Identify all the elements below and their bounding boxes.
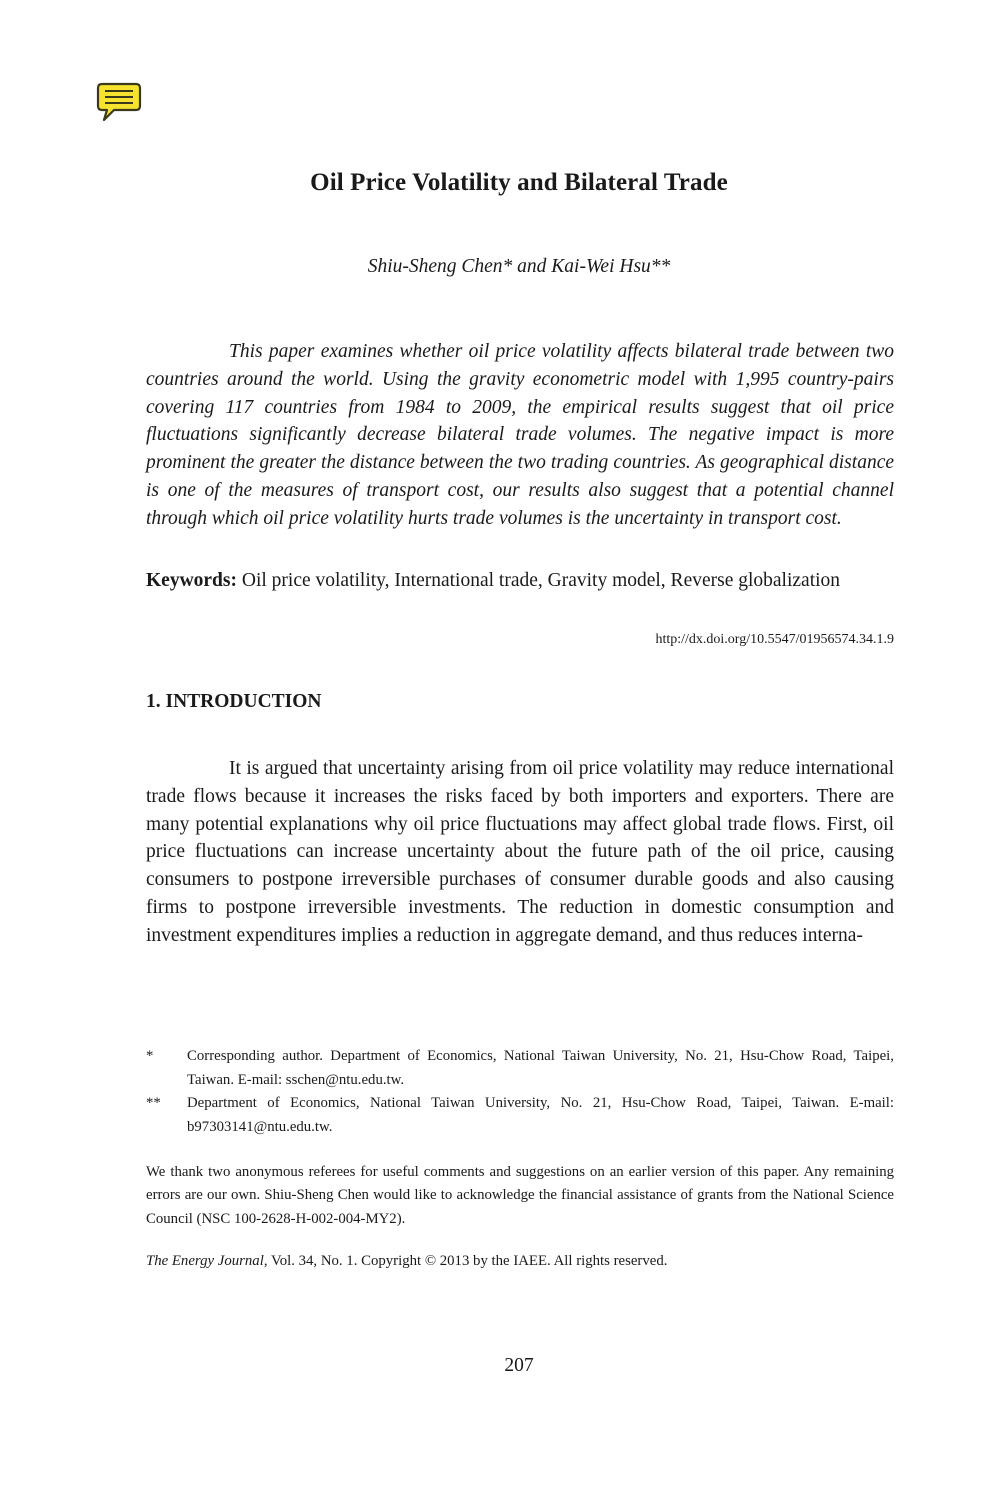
section-heading-introduction: 1. INTRODUCTION bbox=[146, 691, 322, 712]
keywords-text: Oil price volatility, International trade, Gravity model, Reverse globalization bbox=[241, 570, 841, 591]
footnote bbox=[146, 1045, 894, 1092]
journal-name: The Energy Journal bbox=[146, 1253, 264, 1269]
paper-title: Oil Price Volatility and Bilateral Trade bbox=[310, 169, 728, 196]
footnote-mark: * bbox=[146, 1048, 154, 1064]
journal-details: , Vol. 34, No. 1. Copyright © 2013 by the IAEE. All rights reserved. bbox=[263, 1253, 668, 1269]
journal-citation bbox=[146, 1253, 894, 1270]
abstract: This paper examines whether oil price volatility affects bilateral trade between two countries around the world. Using the gravity econometric model with 1,995 country-pairs covering 117 countries from 1984 to 2009, the empirical results suggest that oil price fluctuations significantly decrease bilateral trade volumes. The negative impact is more prominent the greater the distance between the two trading countries. As geographical distance is one of the measures of transport cost, our results also suggest that a potential channel through which oil price volatility hurts trade volumes is the uncertainty in transport cost. bbox=[146, 341, 894, 529]
footnote-mark: ** bbox=[146, 1095, 161, 1111]
footnote-text: Corresponding author. Department of Economics, National Taiwan University, No. 21, Hsu-Chow Road, Taipei, Taiwan. E-mail: sschen@ntu.edu.tw. bbox=[187, 1048, 894, 1088]
footnote-text: Department of Economics, National Taiwan University, No. 21, Hsu-Chow Road, Taipei, Taiwan. E-mail: b97303141@ntu.edu.tw. bbox=[187, 1095, 894, 1135]
doi-link[interactable]: http://dx.doi.org/10.5547/01956574.34.1.9 bbox=[655, 632, 894, 647]
keywords bbox=[146, 567, 894, 595]
keywords-label: Keywords: bbox=[146, 570, 237, 591]
footnote bbox=[146, 1092, 894, 1139]
page-number: 207 bbox=[504, 1355, 534, 1376]
paper-authors: Shiu-Sheng Chen* and Kai-Wei Hsu** bbox=[367, 256, 671, 277]
acknowledgement: We thank two anonymous referees for useful comments and suggestions on an earlier version of this paper. Any remaining errors are our own. Shiu-Sheng Chen would like to acknowledge the financial assistance of grants from the National Science Council (NSC 100-2628-H-002-004-MY2). bbox=[146, 1164, 894, 1227]
introduction-paragraph: It is argued that uncertainty arising from oil price volatility may reduce international trade flows because it increases the risks faced by both importers and exporters. There are many potential explanations why oil price fluctuations may affect global trade flows. First, oil price fluctuations can increase uncertainty about the future path of the oil price, causing consumers to postpone irreversible purchases of consumer durable goods and also causing firms to postpone irreversible investments. The reduction in domestic consumption and investment expenditures implies a reduction in aggregate demand, and thus reduces interna- bbox=[146, 758, 894, 946]
note-comment-icon[interactable] bbox=[96, 82, 142, 124]
